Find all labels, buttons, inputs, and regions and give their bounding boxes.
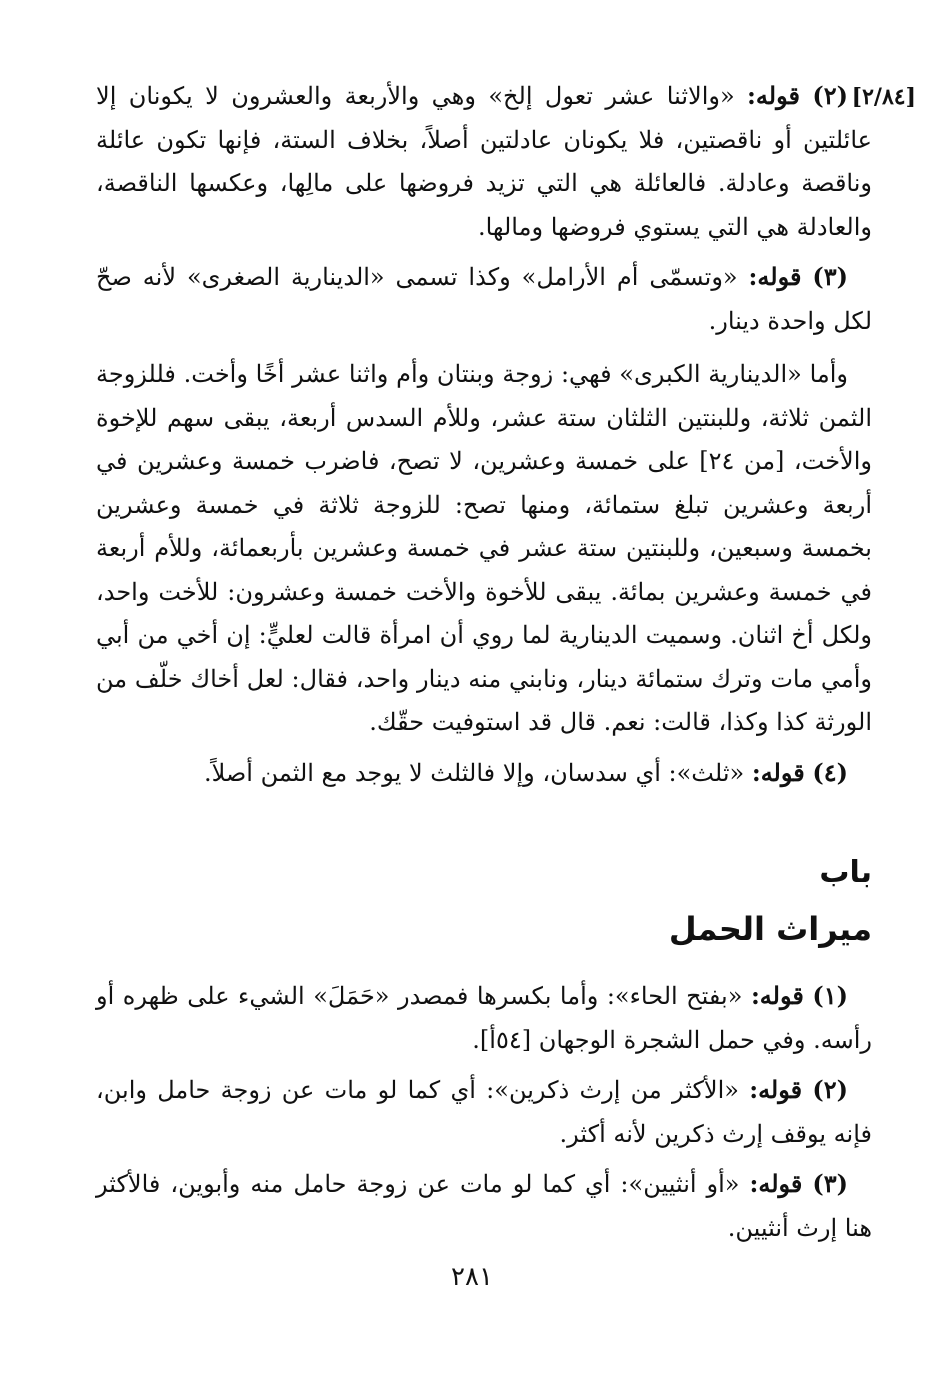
note-number: (٤) xyxy=(812,757,848,787)
page-body xyxy=(96,74,872,1250)
qawl-label: قوله: xyxy=(750,981,804,1010)
page-number: ٢٨١ xyxy=(451,1262,493,1292)
section-title: ميراث الحمل xyxy=(668,910,872,948)
qawl-label: قوله: xyxy=(749,1169,803,1198)
qawl-label: قوله: xyxy=(749,1075,803,1104)
footnote-1-bottom xyxy=(96,974,872,1062)
note-text: «الأكثر من إرث ذكرين»: أي كما لو مات عن زوجة حامل وابن، فإنه يوقف إرث ذكرين لأنه أكثر. xyxy=(96,1076,872,1148)
qawl-label: قوله: xyxy=(747,81,800,110)
section-bab-heading: باب xyxy=(819,855,872,890)
footnote-2-top xyxy=(96,74,872,249)
qawl-label: قوله: xyxy=(751,757,805,787)
dinariya-paragraph: وأما «الدينارية الكبرى» فهي: زوجة وبنتان وأم واثنا عشر أخًا وأخت. فللزوجة الثمن ثلاثة، وللبنتين الثلثان ستة عشر، وللأم السدس أربعة، يبقى سهم للإخوة والأخت، [من ٢٤] على خمسة وعشرين، لا تصح، فاضرب خمسة وعشرين في أربعة وعشرين تبلغ ستمائة، ومنها تصح: للزوجة ثلاثة في خمسة وعشرين بخمسة وسبعين، وللبنتين ستة عشر في خمسة وعشرين بأربعمائة، وللأم أربعة في خمسة وعشرين بمائة. يبقى للأخوة والأخت خمسة وعشرون: للأخت واحد، ولكل أخ اثنان. وسميت الدينارية لما روي أن امرأة قالت لعليٍّ: إن أخي من أبي وأمي مات وترك ستمائة دينار، ونابني منه دينار واحد، فقال: لعل أخاك خلّف من الورثة كذا وكذا، قالت: نعم. قال قد استوفيت حقّك. xyxy=(96,360,872,736)
note-text: «أو أنثيين»: أي كما لو مات عن زوجة حامل منه وأبوين، فالأكثر هنا إرث أنثيين. xyxy=(96,1170,872,1242)
note-text: «بفتح الحاء»: وأما بكسرها فمصدر «حَمَلَ» الشيء على ظهره أو رأسه. وفي حمل الشجرة الوجهان [٥٤أ]. xyxy=(96,982,872,1054)
note-number: (٣) xyxy=(812,262,848,291)
footnote-2-bottom xyxy=(96,1068,872,1156)
footnote-3-top xyxy=(96,255,872,343)
qawl-label: قوله: xyxy=(748,262,802,291)
note-text: «والاثنا عشر تعول إلخ» وهي والأربعة والعشرون لا يكونان إلا عائلتين أو ناقصتين، فلا يكونان عادلتين أصلاً، بخلاف الستة، فإنها تكون عائلة وناقصة وعادلة. فالعائلة هي التي تزيد فروضها على مالِها، وعكسها الناقصة، والعادلة هي التي يستوي فروضها ومالها. xyxy=(96,82,872,241)
margin-reference: [٢/٨٤] xyxy=(851,84,916,110)
footnote-3-bottom xyxy=(96,1162,872,1250)
note-number: (١) xyxy=(812,981,848,1010)
note-number: (٢) xyxy=(812,81,848,110)
note-number: (٢) xyxy=(812,1075,848,1104)
note-text: «ثلث»: أي سدسان، وإلا فالثلث لا يوجد مع الثمن أصلاً. xyxy=(203,758,745,787)
note-number: (٣) xyxy=(812,1169,849,1198)
note-text: «وتسمّى أم الأرامل» وكذا تسمى «الدينارية الصغرى» لأنه صحّ لكل واحدة دينار. xyxy=(96,263,872,335)
footnote-4 xyxy=(96,751,872,796)
